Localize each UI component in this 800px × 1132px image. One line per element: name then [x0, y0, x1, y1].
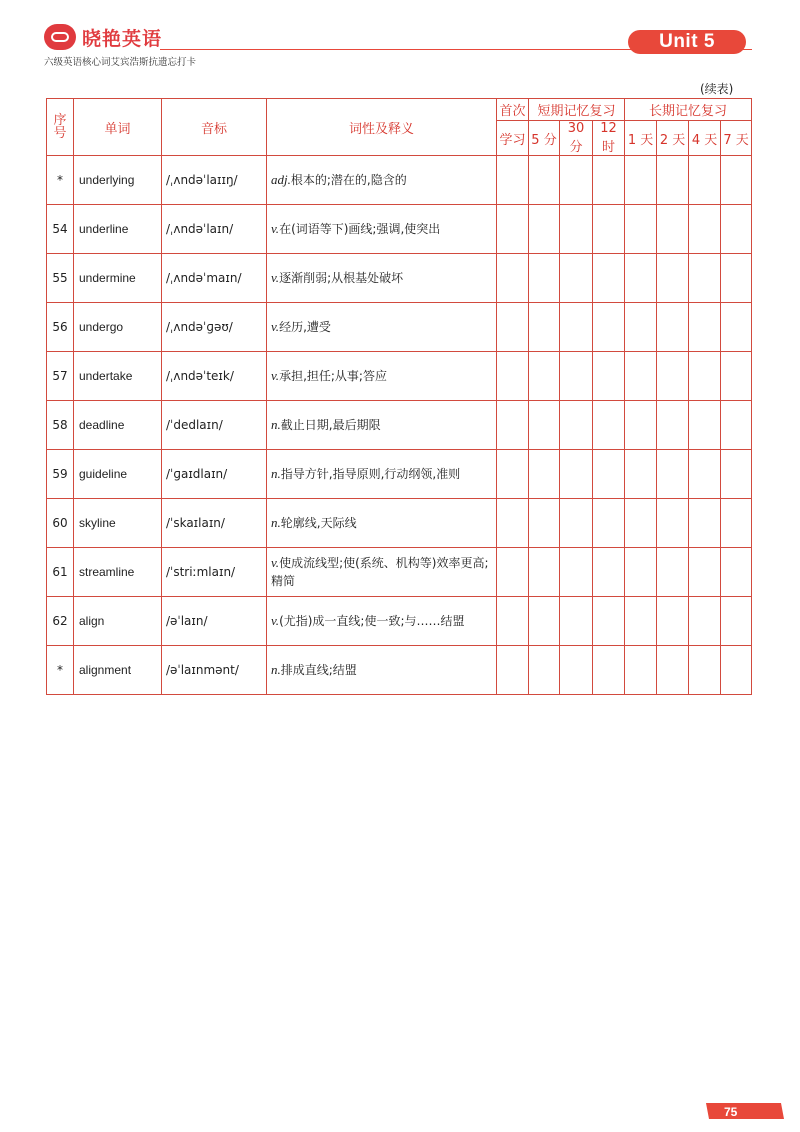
row-word: underlying	[74, 156, 162, 205]
row-number: 56	[47, 303, 74, 352]
row-meaning: 轮廓线,天际线	[280, 516, 357, 530]
check-12h[interactable]	[593, 450, 625, 499]
check-5min[interactable]	[529, 597, 560, 646]
table-row	[47, 254, 752, 303]
check-5min[interactable]	[529, 450, 560, 499]
vocab-table	[46, 98, 752, 695]
header-2day: 2 天	[657, 121, 689, 156]
row-pos: n.	[271, 662, 281, 677]
check-first[interactable]	[497, 156, 529, 205]
row-meaning: (尤指)成一直线;使一致;与……结盟	[279, 614, 465, 628]
row-pos: v.	[271, 319, 280, 334]
check-first[interactable]	[497, 548, 529, 597]
table-row	[47, 401, 752, 450]
check-4day[interactable]	[689, 401, 721, 450]
check-12h[interactable]	[593, 499, 625, 548]
check-2day[interactable]	[657, 254, 689, 303]
row-number: *	[47, 156, 74, 205]
check-5min[interactable]	[529, 401, 560, 450]
row-number: 61	[47, 548, 74, 597]
header-12h: 12 时	[593, 121, 625, 156]
check-1day[interactable]	[625, 646, 657, 695]
row-word: underline	[74, 205, 162, 254]
row-phonetic: /ˌʌndəˈɡəʊ/	[162, 303, 267, 352]
table-row	[47, 548, 752, 597]
row-number: 58	[47, 401, 74, 450]
row-number: 60	[47, 499, 74, 548]
row-phonetic: /ˌʌndəˈmaɪn/	[162, 254, 267, 303]
row-pos: n.	[271, 515, 281, 530]
header-7day: 7 天	[721, 121, 752, 156]
check-4day[interactable]	[689, 254, 721, 303]
check-30min[interactable]	[560, 205, 593, 254]
header-long-term: 长期记忆复习	[625, 99, 752, 121]
check-1day[interactable]	[625, 450, 657, 499]
table-row	[47, 597, 752, 646]
check-7day[interactable]	[721, 205, 752, 254]
row-meaning: 排成直线;结盟	[280, 663, 357, 677]
row-definition	[267, 156, 497, 205]
check-7day[interactable]	[721, 646, 752, 695]
check-first[interactable]	[497, 205, 529, 254]
table-row	[47, 450, 752, 499]
row-definition	[267, 597, 497, 646]
header-word: 单词	[74, 99, 162, 156]
check-30min[interactable]	[560, 548, 593, 597]
check-4day[interactable]	[689, 352, 721, 401]
row-pos: v.	[271, 555, 280, 570]
check-7day[interactable]	[721, 254, 752, 303]
unit-badge: Unit 5	[628, 30, 746, 54]
check-5min[interactable]	[529, 205, 560, 254]
brand-logo-icon	[44, 24, 76, 50]
check-12h[interactable]	[593, 401, 625, 450]
check-12h[interactable]	[593, 254, 625, 303]
row-pos: v.	[271, 613, 280, 628]
table-row	[47, 156, 752, 205]
row-phonetic: /ˌʌndəˈlaɪɪŋ/	[162, 156, 267, 205]
check-30min[interactable]	[560, 597, 593, 646]
check-5min[interactable]	[529, 254, 560, 303]
check-5min[interactable]	[529, 303, 560, 352]
check-30min[interactable]	[560, 156, 593, 205]
row-pos: n.	[271, 417, 281, 432]
check-5min[interactable]	[529, 646, 560, 695]
row-word: skyline	[74, 499, 162, 548]
check-4day[interactable]	[689, 646, 721, 695]
header-30min: 30 分	[560, 121, 593, 156]
row-phonetic: /ˈɡaɪdlaɪn/	[162, 450, 267, 499]
check-30min[interactable]	[560, 499, 593, 548]
header-first-bottom: 学习	[497, 121, 529, 156]
check-7day[interactable]	[721, 450, 752, 499]
row-number: 62	[47, 597, 74, 646]
check-12h[interactable]	[593, 597, 625, 646]
row-number: 55	[47, 254, 74, 303]
check-2day[interactable]	[657, 205, 689, 254]
row-definition	[267, 303, 497, 352]
check-1day[interactable]	[625, 303, 657, 352]
header-seq: 序 号	[47, 99, 74, 156]
check-5min[interactable]	[529, 156, 560, 205]
row-word: undergo	[74, 303, 162, 352]
check-12h[interactable]	[593, 205, 625, 254]
table-row	[47, 352, 752, 401]
check-4day[interactable]	[689, 450, 721, 499]
check-7day[interactable]	[721, 401, 752, 450]
check-1day[interactable]	[625, 254, 657, 303]
check-2day[interactable]	[657, 597, 689, 646]
check-12h[interactable]	[593, 303, 625, 352]
page-number: 75	[724, 1105, 738, 1119]
check-30min[interactable]	[560, 303, 593, 352]
row-definition	[267, 450, 497, 499]
check-2day[interactable]	[657, 401, 689, 450]
row-pos: adj.	[271, 172, 291, 187]
check-7day[interactable]	[721, 548, 752, 597]
row-word: alignment	[74, 646, 162, 695]
row-definition	[267, 205, 497, 254]
check-4day[interactable]	[689, 548, 721, 597]
row-meaning: 使成流线型;使(系统、机构等)效率更高;精简	[271, 556, 489, 588]
check-30min[interactable]	[560, 646, 593, 695]
row-phonetic: /əˈlaɪn/	[162, 597, 267, 646]
row-pos: v.	[271, 221, 280, 236]
brand	[44, 22, 162, 52]
check-first[interactable]	[497, 499, 529, 548]
check-1day[interactable]	[625, 597, 657, 646]
table-row	[47, 499, 752, 548]
check-2day[interactable]	[657, 450, 689, 499]
brand-name: 晓艳英语	[82, 27, 163, 50]
check-first[interactable]	[497, 352, 529, 401]
header-first-top: 首次	[497, 99, 529, 121]
row-meaning: 根本的;潜在的,隐含的	[290, 173, 407, 187]
row-meaning: 承担,担任;从事;答应	[279, 369, 387, 383]
check-2day[interactable]	[657, 352, 689, 401]
row-phonetic: /ˌʌndəˈteɪk/	[162, 352, 267, 401]
check-4day[interactable]	[689, 205, 721, 254]
check-first[interactable]	[497, 401, 529, 450]
row-word: streamline	[74, 548, 162, 597]
check-1day[interactable]	[625, 205, 657, 254]
row-word: align	[74, 597, 162, 646]
check-30min[interactable]	[560, 352, 593, 401]
check-5min[interactable]	[529, 548, 560, 597]
row-phonetic: /əˈlaɪnmənt/	[162, 646, 267, 695]
check-1day[interactable]	[625, 548, 657, 597]
check-5min[interactable]	[529, 499, 560, 548]
page-number-tab	[706, 1100, 784, 1122]
continued-label: (续表)	[700, 82, 734, 96]
row-word: undertake	[74, 352, 162, 401]
check-first[interactable]	[497, 450, 529, 499]
check-4day[interactable]	[689, 156, 721, 205]
row-word: guideline	[74, 450, 162, 499]
row-number: 57	[47, 352, 74, 401]
check-30min[interactable]	[560, 450, 593, 499]
page-number-bg	[706, 1103, 784, 1119]
row-meaning: 截止日期,最后期限	[280, 418, 381, 432]
table-row	[47, 303, 752, 352]
check-30min[interactable]	[560, 401, 593, 450]
check-4day[interactable]	[689, 597, 721, 646]
row-meaning: 在(词语等下)画线;强调,使突出	[279, 222, 441, 236]
row-phonetic: /ˈdedlaɪn/	[162, 401, 267, 450]
header-1day: 1 天	[625, 121, 657, 156]
check-1day[interactable]	[625, 401, 657, 450]
row-pos: v.	[271, 368, 280, 383]
check-7day[interactable]	[721, 303, 752, 352]
header-short-term: 短期记忆复习	[529, 99, 625, 121]
check-7day[interactable]	[721, 597, 752, 646]
check-first[interactable]	[497, 254, 529, 303]
row-word: deadline	[74, 401, 162, 450]
check-2day[interactable]	[657, 303, 689, 352]
row-pos: n.	[271, 466, 281, 481]
table-row	[47, 205, 752, 254]
row-definition	[267, 548, 497, 597]
check-first[interactable]	[497, 303, 529, 352]
check-2day[interactable]	[657, 499, 689, 548]
row-meaning: 逐渐削弱;从根基处破坏	[279, 271, 404, 285]
check-1day[interactable]	[625, 156, 657, 205]
header-phonetic: 音标	[162, 99, 267, 156]
row-meaning: 指导方针,指导原则,行动纲领,准则	[280, 467, 461, 481]
check-30min[interactable]	[560, 254, 593, 303]
row-definition	[267, 401, 497, 450]
row-number: *	[47, 646, 74, 695]
check-5min[interactable]	[529, 352, 560, 401]
row-word: undermine	[74, 254, 162, 303]
row-meaning: 经历,遭受	[279, 320, 331, 334]
check-7day[interactable]	[721, 156, 752, 205]
row-definition	[267, 352, 497, 401]
check-7day[interactable]	[721, 352, 752, 401]
check-12h[interactable]	[593, 352, 625, 401]
row-phonetic: /ˌʌndəˈlaɪn/	[162, 205, 267, 254]
row-number: 54	[47, 205, 74, 254]
check-2day[interactable]	[657, 646, 689, 695]
check-first[interactable]	[497, 646, 529, 695]
table-row	[47, 646, 752, 695]
row-definition	[267, 254, 497, 303]
row-pos: v.	[271, 270, 280, 285]
brand-subtitle: 六级英语核心词艾宾浩斯抗遗忘打卡	[44, 57, 197, 68]
check-12h[interactable]	[593, 646, 625, 695]
check-7day[interactable]	[721, 499, 752, 548]
row-definition	[267, 646, 497, 695]
check-12h[interactable]	[593, 548, 625, 597]
row-definition	[267, 499, 497, 548]
row-number: 59	[47, 450, 74, 499]
row-phonetic: /ˈskaɪlaɪn/	[162, 499, 267, 548]
row-phonetic: /ˈstriːmlaɪn/	[162, 548, 267, 597]
header-5min: 5 分	[529, 121, 560, 156]
check-4day[interactable]	[689, 303, 721, 352]
header-definition: 词性及释义	[267, 99, 497, 156]
header-4day: 4 天	[689, 121, 721, 156]
check-1day[interactable]	[625, 352, 657, 401]
check-4day[interactable]	[689, 499, 721, 548]
check-2day[interactable]	[657, 156, 689, 205]
check-2day[interactable]	[657, 548, 689, 597]
check-12h[interactable]	[593, 156, 625, 205]
check-first[interactable]	[497, 597, 529, 646]
check-1day[interactable]	[625, 499, 657, 548]
